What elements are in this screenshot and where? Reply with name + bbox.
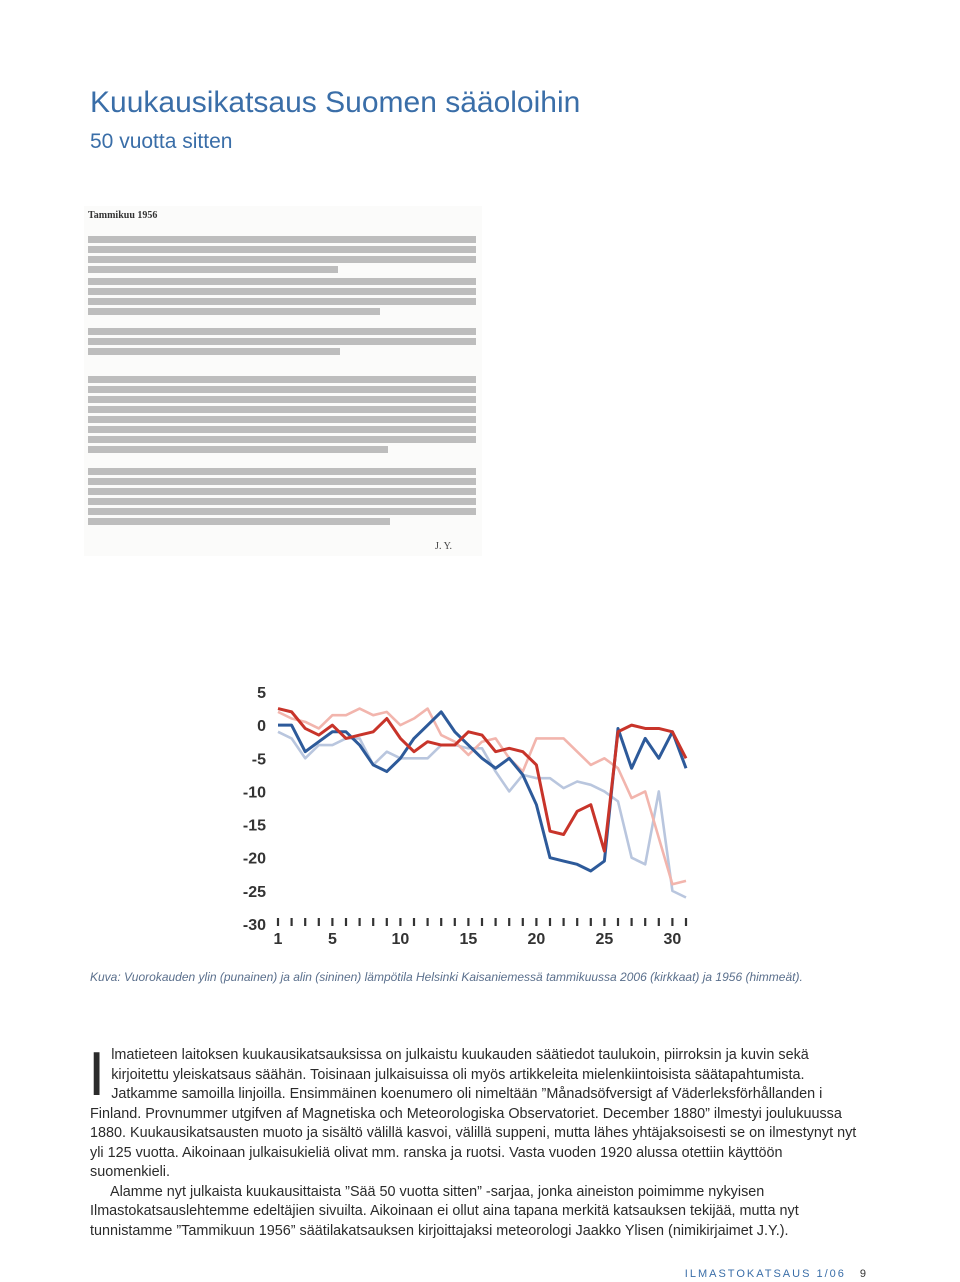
scanned-report-image [84,206,482,556]
y-tick-label: -25 [242,883,266,901]
scan-text-line [88,508,476,515]
scan-signature: J. Y. [435,541,452,552]
scan-text-line [88,426,476,433]
y-tick-label: 5 [257,685,266,702]
x-tick-label: 25 [595,931,614,946]
scan-text-line [88,256,476,263]
scan-text-line [88,386,476,393]
temperature-chart [236,682,706,946]
x-tick-label: 30 [663,931,682,946]
scan-text-line [88,406,476,413]
x-tick-label: 10 [391,931,410,946]
scan-text-line [88,468,476,475]
scan-text-line [88,278,476,285]
scan-text-line [88,518,390,525]
scan-text-line [88,266,338,273]
scan-text-line [88,376,476,383]
scan-text-line [88,236,476,243]
scan-heading: Tammikuu 1956 [88,210,158,221]
scan-text-line [88,348,340,355]
scan-text-line [88,246,476,253]
scan-text-line [88,488,476,495]
scan-text-line [88,478,476,485]
x-tick-label: 1 [273,931,283,946]
y-tick-label: -5 [251,751,266,769]
figure-caption: Kuva: Vuorokauden ylin (punainen) ja alin (sininen) lämpötila Helsinki Kaisaniemessä tammikuussa 2006 (kirkkaat) ja 1956 (himmeät). [90,970,803,984]
y-tick-label: 0 [257,718,266,736]
x-tick-label: 15 [459,931,478,946]
page-title: Kuukausikatsaus Suomen sääoloihin [90,86,581,119]
scan-text-line [88,498,476,505]
y-tick-label: -10 [242,784,266,802]
scan-text-line [88,446,388,453]
publication-name: ILMASTOKATSAUS 1/06 [684,1268,846,1280]
scan-text-line [88,298,476,305]
scan-text-line [88,436,476,443]
scan-text-line [88,288,476,295]
scan-text-line [88,396,476,403]
scan-text-line [88,338,476,345]
article-paragraph-2: Alamme nyt julkaista kuukausittaista ”Sää 50 vuotta sitten” -sarjaa, jonka aineiston poimimme nykyisen Ilmastokatsauslehtemme edeltäjien sivuilta. Aikoinaan ei ollut aina tapana merkitä katsauksen tekijää, mutta nyt tunnistamme ”Tammikuun 1956” säätilakatsauksen kirjoittajaksi meteorologi Jaakko Ylisen (nimikirjaimet J.Y.). [90,1183,799,1239]
scan-text-line [88,308,380,315]
scan-text-line [88,328,476,335]
page-number: 9 [859,1268,868,1280]
page-footer [685,1268,868,1280]
article-body [88,1040,860,1241]
article-paragraph-1 [88,1040,860,1183]
y-tick-label: -15 [242,817,266,835]
paragraph-1-text: lmatieteen laitoksen kuukausikatsauksissa on julkaistu kuukauden säätiedot taulukoin, piirroksin ja kuvin sekä kirjoitettu yleiskatsaus säähän. Toisinaan julkaisuissa oli myös artikkeleita mielenkiintoisista säätapahtumista. Jatkamme samoilla linjoilla. Ensimmäinen koenumero oli nimeltään ”Månadsöfversigt af Väderleksförhållanden i Finland. Provnummer utgifven af Magnetiska och Meteorologiska Observatoriet. December 1880” ilmestyi joulukuussa 1880. Kuukausikatsausten muoto ja sisältö välillä kasvoi, välillä suppeni, mutta lähes yhtäjaksoisesti se on ilmestynyt nyt yli 125 vuotta. Aikoinaan julkaisukieliä olivat mm. ranska ja ruotsi. Vasta vuoden 1920 alussa otettiin käyttöön suomenkieli. [90,1047,857,1180]
scan-text-line [88,416,476,423]
drop-cap: I [88,1040,106,1109]
page-subtitle: 50 vuotta sitten [90,130,233,153]
x-tick-label: 20 [527,931,546,946]
x-tick-label: 5 [327,931,337,946]
y-tick-label: -20 [242,850,266,868]
y-tick-label: -30 [242,917,266,934]
